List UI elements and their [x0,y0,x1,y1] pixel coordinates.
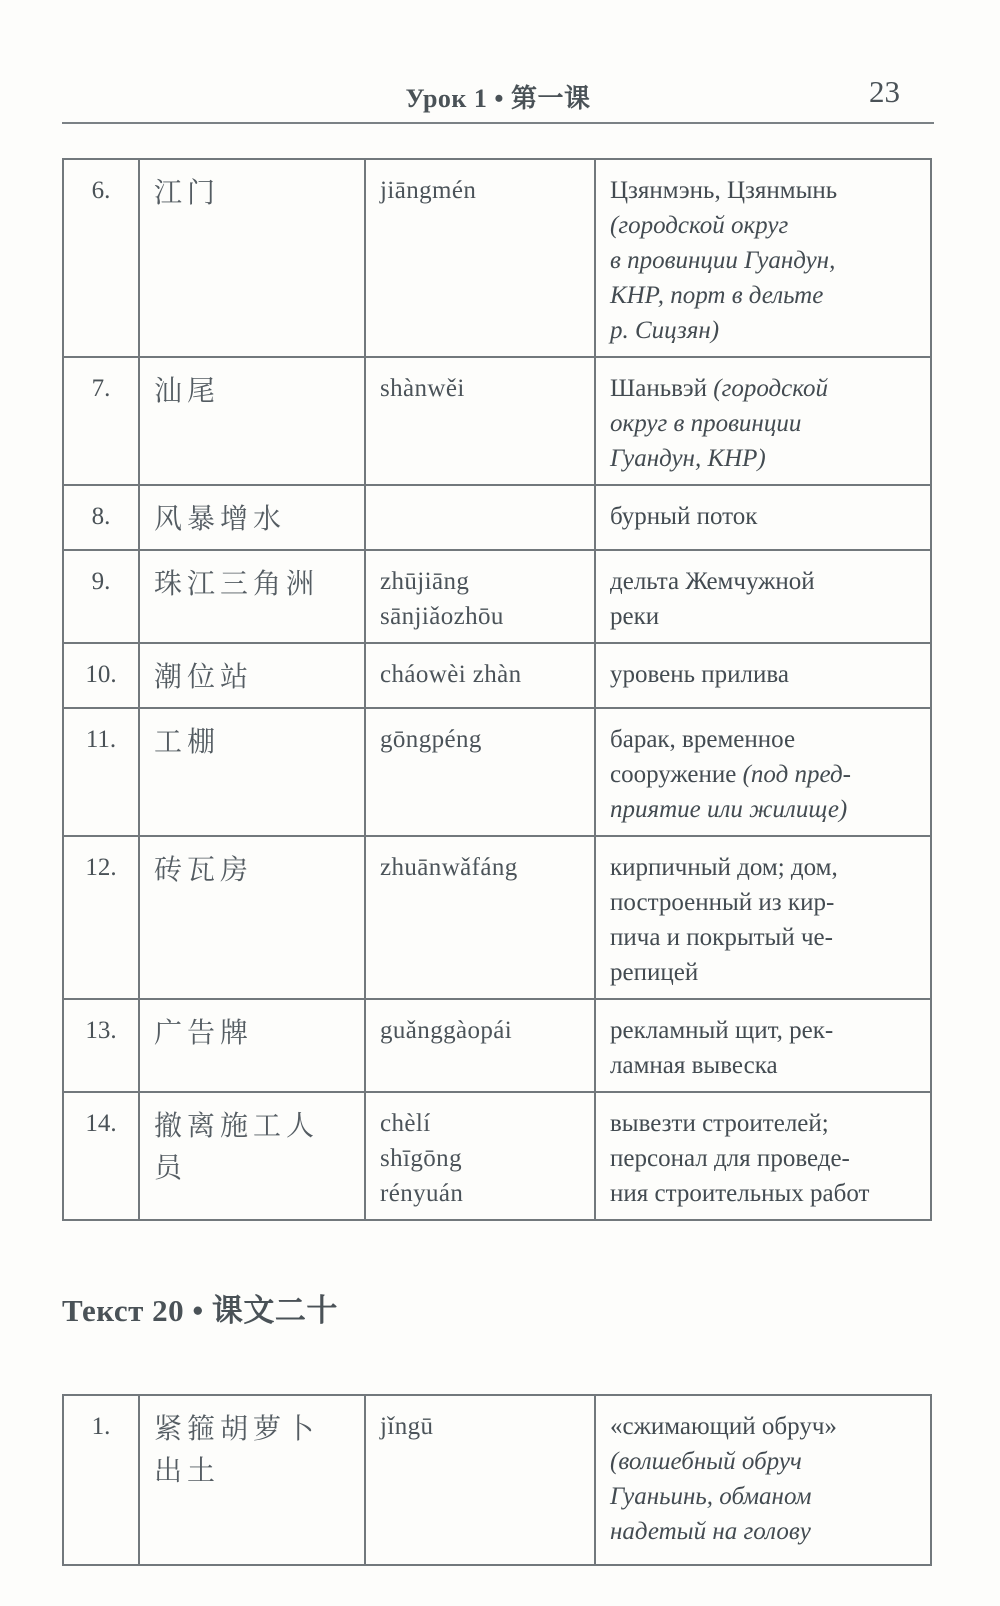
cell-line: 11. [85,726,117,753]
cell-line: округ в провинции [610,410,802,437]
russian-gloss-cell [595,485,931,550]
pinyin-cell [365,643,595,708]
cell-line: ния строительных работ [610,1180,870,1207]
pinyin-cell [365,485,595,550]
cell-line: 1. [91,1413,111,1440]
vocab-row [63,485,931,550]
cell-line: zhuānwǎfáng [380,854,518,881]
cell-line: 13. [85,1017,117,1044]
pinyin-cell [365,708,595,836]
cell-line: дельта Жемчужной [610,568,815,595]
cell-line: zhūjiāng [380,568,470,595]
cell-line: «сжимающий обруч» [610,1413,837,1440]
row-number-cell [63,999,139,1092]
vocab-row [63,357,931,485]
russian-gloss-cell [595,357,931,485]
cell-line: 出土 [154,1456,221,1487]
vocab-row [63,1092,931,1220]
cell-line: guǎnggàopái [380,1017,513,1044]
cell-line: Гуандун, КНР) [610,445,766,472]
cell-line: вывезти строителей; [610,1110,829,1137]
russian-gloss-cell [595,643,931,708]
pinyin-cell [365,159,595,357]
hanzi-cell [139,643,365,708]
row-number-cell [63,159,139,357]
cell-line: построенный из кир- [610,889,835,916]
pinyin-cell [365,999,595,1092]
pinyin-cell [365,1395,595,1565]
cell-line: jǐngū [380,1413,434,1440]
cell-line: 9. [91,568,111,595]
hanzi-cell [139,159,365,357]
cell-line: 江门 [154,178,221,209]
cell-line: уровень прилива [610,661,789,688]
cell-line: барак, временное [610,726,796,753]
vocab-row [63,999,931,1092]
cell-line: shīgōng [380,1145,462,1172]
row-number-cell [63,550,139,643]
cell-line: 砖瓦房 [154,855,254,886]
cell-line: 汕尾 [154,376,221,407]
pinyin-cell [365,836,595,999]
vocab-row [63,550,931,643]
cell-line: 14. [85,1110,117,1137]
hanzi-cell [139,550,365,643]
hanzi-cell [139,1092,365,1220]
vocab-row [63,1395,931,1565]
cell-line: gōngpéng [380,726,482,753]
russian-gloss-cell [595,999,931,1092]
cell-line: реки [610,603,660,630]
header-rule [62,122,934,124]
cell-line: приятие или жилище) [610,796,848,823]
pinyin-cell [365,550,595,643]
cell-line: 撤离施工人员 [154,1111,320,1184]
cell-line: пича и покрытый че- [610,924,833,951]
pinyin-cell [365,357,595,485]
cell-line: (волшебный обруч [610,1448,802,1475]
vocab-table-text20 [62,1394,932,1566]
hanzi-cell [139,485,365,550]
cell-line: 8. [91,503,111,530]
cell-line: Шаньвэй (городской [610,375,828,402]
vocab-table-lesson1 [62,158,932,1221]
cell-line: р. Сицзян) [610,317,720,344]
cell-line: 7. [91,375,111,402]
cell-line: рекламный щит, рек- [610,1017,834,1044]
russian-gloss-cell [595,550,931,643]
hanzi-cell [139,1395,365,1565]
hanzi-cell [139,836,365,999]
row-number-cell [63,1395,139,1565]
cell-line: Цзянмэнь, Цзянмынь [610,177,838,204]
russian-gloss-cell [595,836,931,999]
cell-line: 紧箍胡萝卜 [154,1414,320,1445]
pinyin-cell [365,1092,595,1220]
cell-line: 珠江三角洲 [154,569,320,600]
row-number-cell [63,1092,139,1220]
cell-line: в провинции Гуандун, [610,247,836,274]
russian-gloss-cell [595,1395,931,1565]
row-number-cell [63,836,139,999]
hanzi-cell [139,999,365,1092]
russian-gloss-cell [595,708,931,836]
vocab-row [63,643,931,708]
cell-line: 风暴增水 [154,504,287,535]
vocab-row [63,159,931,357]
cell-line: репицей [610,959,699,986]
cell-line: Гуаньинь, обманом [610,1483,812,1510]
russian-gloss-cell [595,159,931,357]
cell-line: 12. [85,854,117,881]
cell-line: (городской округ [610,212,789,239]
section-heading-text20: Текст 20 • 课文二十 [62,1293,338,1328]
cell-line: 6. [91,177,111,204]
cell-line: 潮位站 [154,662,254,693]
row-number-cell [63,485,139,550]
page-header [62,74,934,124]
row-number-cell [63,708,139,836]
vocab-row [63,836,931,999]
cell-line: бурный поток [610,503,758,530]
cell-line: кирпичный дом; дом, [610,854,838,881]
vocab-row [63,708,931,836]
cell-line: 广告牌 [154,1018,254,1049]
cell-line: сооружение (под пред- [610,761,851,788]
cell-line: КНР, порт в дельте [610,282,824,309]
cell-line: chèlí [380,1110,431,1137]
cell-line: shànwěi [380,375,465,402]
cell-line: 工棚 [154,727,221,758]
row-number-cell [63,643,139,708]
page-number: 23 [869,74,900,109]
cell-line: sānjiǎozhōu [380,603,504,630]
hanzi-cell [139,357,365,485]
cell-line: 10. [85,661,117,688]
hanzi-cell [139,708,365,836]
russian-gloss-cell [595,1092,931,1220]
cell-line: персонал для проведе- [610,1145,850,1172]
page-header-title: Урок 1 • 第一课 [405,84,591,113]
cell-line: надетый на голову [610,1518,811,1545]
cell-line: ламная вывеска [610,1052,778,1079]
row-number-cell [63,357,139,485]
cell-line: cháowèi zhàn [380,661,522,688]
cell-line: rényuán [380,1180,464,1207]
cell-line: jiāngmén [380,177,477,204]
